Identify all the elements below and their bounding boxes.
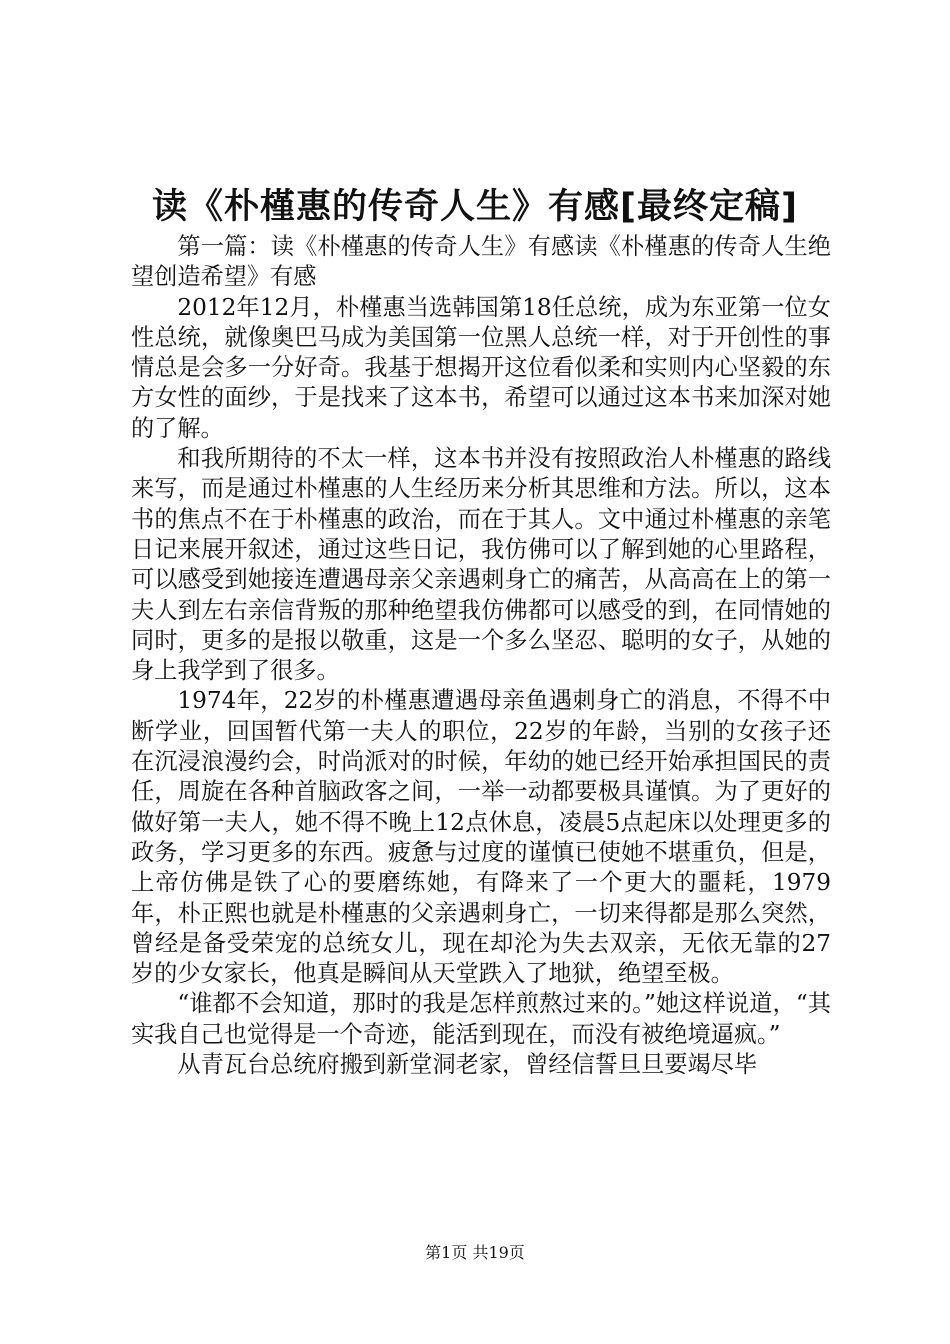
paragraph: 第一篇：读《朴槿惠的传奇人生》有感读《朴槿惠的传奇人生绝望创造希望》有感 (131, 233, 831, 291)
page-footer: 第1页 共19页 (425, 1243, 525, 1262)
document-body (131, 232, 831, 1080)
document-title: 读《朴槿惠的传奇人生》有感[最终定稿] (152, 187, 798, 227)
paragraph: 和我所期待的不太一样，这本书并没有按照政治人朴槿惠的路线来写，而是通过朴槿惠的人生经历来分析其思维和方法。所以，这本书的焦点不在于朴槿惠的政治，而在于其人。文中通过朴槿惠的亲笔日记来展开叙述，通过这些日记，我仿佛可以了解到她的心里路程，可以感受到她接连遭遇母亲父亲遇刺身亡的痛苦，从高高在上的第一夫人到左右亲信背叛的那种绝望我仿佛都可以感受的到，在同情她的同时，更多的是报以敬重，这是一个多么坚忍、聪明的女子，从她的身上我学到了很多。 (131, 445, 831, 685)
paragraph: 从青瓦台总统府搬到新堂洞老家，曾经信誓旦旦要竭尽毕 (177, 1051, 758, 1079)
paragraph: “谁都不会知道，那时的我是怎样煎熬过来的。”她这样说道，“其实我自己也觉得是一个奇迹，能活到现在，而没有被绝境逼疯。” (131, 990, 831, 1048)
paragraph: 1974年，22岁的朴槿惠遭遇母亲鱼遇刺身亡的消息，不得不中断学业，回国暂代第一夫人的职位，22岁的年龄，当别的女孩子还在沉浸浪漫约会，时尚派对的时候，年幼的她已经开始承担国民的责任，周旋在各种首脑政客之间，一举一动都要极具谨慎。为了更好的做好第一夫人，她不得不晚上12点休息，凌晨5点起床以处理更多的政务，学习更多的东西。疲惫与过度的谨慎已使她不堪重负，但是，上帝仿佛是铁了心的要磨练她，有降来了一个更大的噩耗，1979年，朴正熙也就是朴槿惠的父亲遇刺身亡，一切来得都是那么突然，曾经是备受荣宠的总统女儿，现在却沦为失去双亲，无依无靠的27岁的少女家长，他真是瞬间从天堂跌入了地狱，绝望至极。 (131, 687, 831, 988)
paragraph: 2012年12月，朴槿惠当选韩国第18任总统，成为东亚第一位女性总统，就像奥巴马成为美国第一位黑人总统一样，对于开创性的事情总是会多一分好奇。我基于想揭开这位看似柔和实则内心坚毅的东方女性的面纱，于是找来了这本书，希望可以通过这本书来加深对她的了解。 (131, 293, 831, 442)
